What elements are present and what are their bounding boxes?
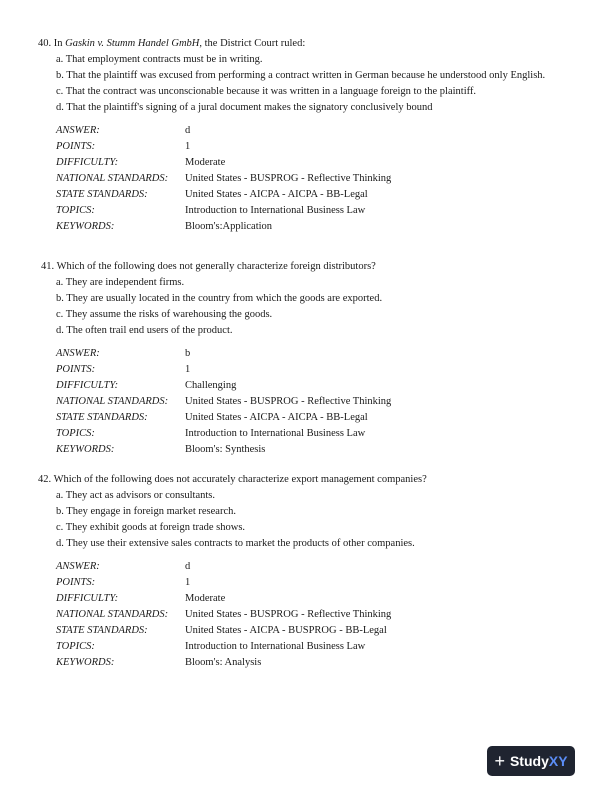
option-c: c. That the contract was unconscionable because it was written in a language foreign to the plaintiff. xyxy=(56,86,477,97)
option-b: b. They engage in foreign market research. xyxy=(56,506,236,517)
meta-row xyxy=(38,442,391,458)
stem-text: Which of the following does not accurately characterize export management companies? xyxy=(53,474,427,485)
case-name: Gaskin v. Stumm Handel GmbH xyxy=(65,38,200,49)
meta-label: ANSWER: xyxy=(56,561,100,572)
meta-row xyxy=(38,623,391,639)
stem-text: , the District Court ruled: xyxy=(199,38,306,49)
meta-value: Bloom's: Synthesis xyxy=(185,444,266,455)
question-41 xyxy=(38,259,558,458)
question-number: 40. xyxy=(38,38,52,49)
meta-row xyxy=(38,426,391,442)
meta-row xyxy=(38,378,391,394)
answer-options xyxy=(38,52,558,116)
stem-text: In xyxy=(53,38,66,49)
meta-row xyxy=(38,591,391,607)
stem-text: Which of the following does not generally characterize foreign distributors? xyxy=(56,261,376,272)
meta-label: POINTS: xyxy=(56,577,96,588)
meta-label: STATE STANDARDS: xyxy=(56,189,148,200)
logo-text-xy: XY xyxy=(548,753,568,769)
meta-value: Introduction to International Business Law xyxy=(185,428,366,439)
meta-row xyxy=(38,155,391,171)
option-b: b. That the plaintiff was excused from performing a contract written in German because he understood only English. xyxy=(56,70,546,81)
meta-value: Bloom's: Analysis xyxy=(185,657,262,668)
meta-row xyxy=(38,559,391,575)
meta-value: 1 xyxy=(185,364,191,375)
option-d: d. They use their extensive sales contracts to market the products of other companies. xyxy=(56,538,415,549)
meta-label: NATIONAL STANDARDS: xyxy=(56,396,169,407)
meta-value: Introduction to International Business Law xyxy=(185,205,366,216)
meta-row xyxy=(38,187,391,203)
meta-value: Bloom's:Application xyxy=(185,221,273,232)
meta-label: DIFFICULTY: xyxy=(56,157,119,168)
meta-label: TOPICS: xyxy=(56,205,95,216)
meta-row xyxy=(38,410,391,426)
question-42 xyxy=(38,472,558,671)
meta-row xyxy=(38,607,391,623)
option-a: a. They are independent firms. xyxy=(56,277,185,288)
meta-value: Challenging xyxy=(185,380,237,391)
option-a: a. That employment contracts must be in writing. xyxy=(56,54,263,65)
meta-value: United States - AICPA - AICPA - BB-Legal xyxy=(185,412,368,423)
meta-value: Introduction to International Business Law xyxy=(185,641,366,652)
question-metadata xyxy=(38,559,391,671)
meta-value: United States - BUSPROG - Reflective Thinking xyxy=(185,609,392,620)
option-c: c. They exhibit goods at foreign trade shows. xyxy=(56,522,246,533)
meta-label: DIFFICULTY: xyxy=(56,380,119,391)
meta-value: Moderate xyxy=(185,593,226,604)
meta-row xyxy=(38,575,391,591)
meta-label: NATIONAL STANDARDS: xyxy=(56,173,169,184)
meta-label: NATIONAL STANDARDS: xyxy=(56,609,169,620)
logo-text-study: Study xyxy=(509,753,549,769)
meta-row xyxy=(38,171,391,187)
option-d: d. The often trail end users of the product. xyxy=(56,325,233,336)
option-d: d. That the plaintiff's signing of a jural document makes the signatory conclusively bound xyxy=(56,102,433,113)
question-40 xyxy=(38,36,558,235)
question-metadata xyxy=(38,346,391,458)
meta-row xyxy=(38,394,391,410)
meta-label: STATE STANDARDS: xyxy=(56,625,148,636)
meta-row xyxy=(38,362,391,378)
meta-row xyxy=(38,346,391,362)
meta-value: United States - BUSPROG - Reflective Thinking xyxy=(185,173,392,184)
meta-label: DIFFICULTY: xyxy=(56,593,119,604)
option-c: c. They assume the risks of warehousing the goods. xyxy=(56,309,273,320)
question-stem xyxy=(38,259,558,275)
option-a: a. They act as advisors or consultants. xyxy=(56,490,216,501)
meta-label: POINTS: xyxy=(56,141,96,152)
meta-value: United States - AICPA - AICPA - BB-Legal xyxy=(185,189,368,200)
meta-row xyxy=(38,639,391,655)
question-stem xyxy=(38,472,558,488)
meta-value: United States - BUSPROG - Reflective Thinking xyxy=(185,396,392,407)
meta-label: KEYWORDS: xyxy=(56,657,115,668)
question-number: 42. xyxy=(38,474,52,485)
meta-label: TOPICS: xyxy=(56,641,95,652)
meta-row xyxy=(38,123,391,139)
meta-value: b xyxy=(185,348,191,359)
question-metadata xyxy=(38,123,391,235)
meta-label: ANSWER: xyxy=(56,348,100,359)
meta-label: ANSWER: xyxy=(56,125,100,136)
meta-row xyxy=(38,139,391,155)
plus-icon: + xyxy=(494,751,505,771)
answer-options xyxy=(38,275,558,339)
meta-row xyxy=(38,203,391,219)
meta-value: 1 xyxy=(185,577,191,588)
meta-row xyxy=(38,219,391,235)
meta-value: Moderate xyxy=(185,157,226,168)
option-b: b. They are usually located in the country from which the goods are exported. xyxy=(56,293,383,304)
studyxy-logo[interactable] xyxy=(487,746,575,776)
question-stem xyxy=(38,36,558,52)
meta-row xyxy=(38,655,391,671)
meta-label: KEYWORDS: xyxy=(56,221,115,232)
answer-options xyxy=(38,488,558,552)
meta-label: POINTS: xyxy=(56,364,96,375)
meta-value: United States - AICPA - BUSPROG - BB-Legal xyxy=(185,625,387,636)
meta-value: d xyxy=(185,561,191,572)
meta-label: STATE STANDARDS: xyxy=(56,412,148,423)
meta-value: d xyxy=(185,125,191,136)
question-number: 41. xyxy=(41,261,55,272)
meta-label: TOPICS: xyxy=(56,428,95,439)
logo-text xyxy=(510,753,568,769)
meta-label: KEYWORDS: xyxy=(56,444,115,455)
meta-value: 1 xyxy=(185,141,191,152)
